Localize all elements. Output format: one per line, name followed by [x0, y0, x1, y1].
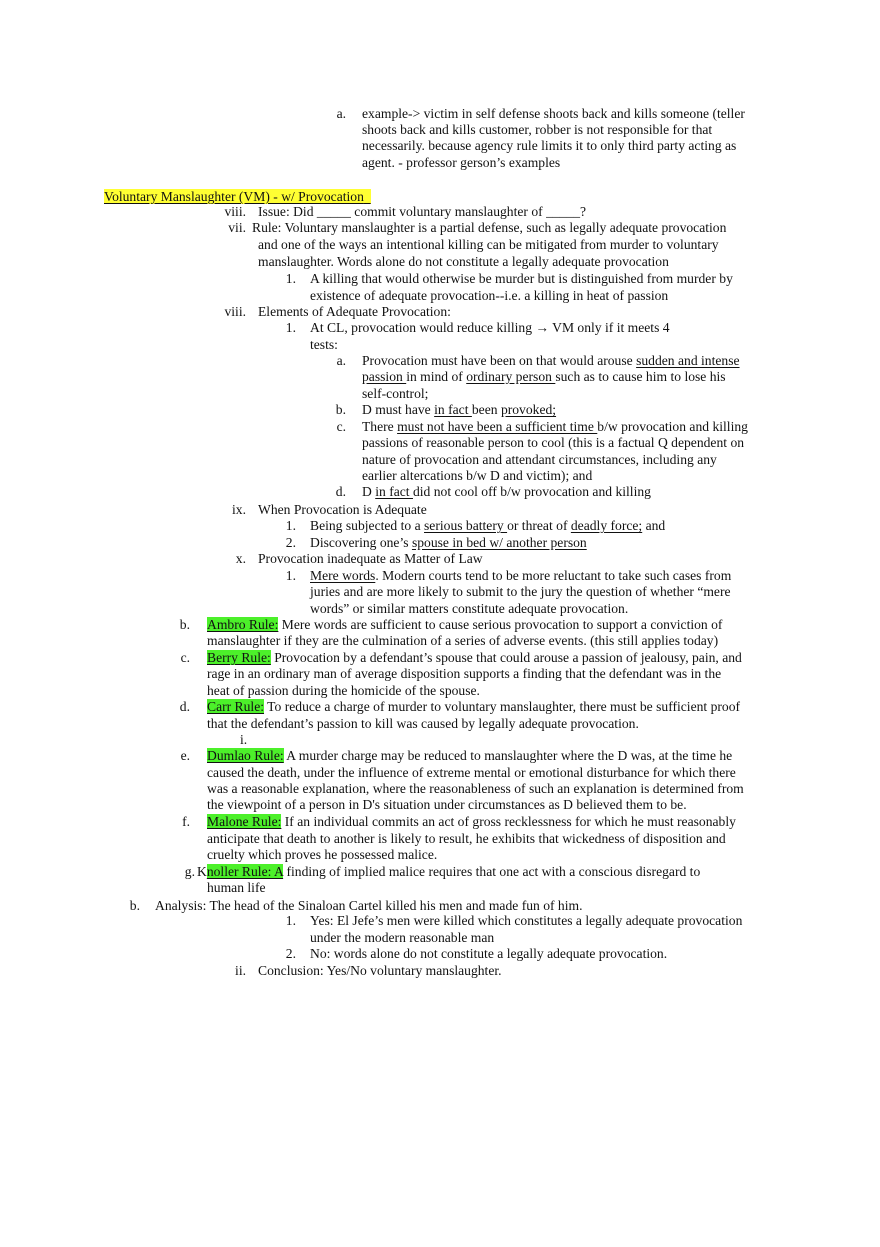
malone-rule-text: cruelty which proves he possessed malice. [207, 847, 438, 862]
example-text: agent. - professor gerson’s examples [362, 155, 561, 170]
analysis-text: Analysis: The head of the Sinaloan Cartel killed his men and made fun of him. [155, 898, 583, 913]
list-marker: vii. [228, 220, 246, 235]
berry-rule-text: Berry Rule: Provocation by a defendant’s spouse that could arouse a passion of jealousy, pain, and [207, 650, 742, 665]
knoller-rule-text: human life [207, 880, 266, 895]
list-marker: 1. [285, 271, 296, 286]
carr-rule-text: that the defendant’s passion to kill was caused by legally adequate provocation. [207, 716, 639, 731]
rule-text: manslaughter. Words alone do not constitute a legally adequate provocation [258, 254, 669, 269]
carr-rule-label: Carr Rule: [207, 699, 265, 714]
rule-text: Rule: Voluntary manslaughter is a partial defense, such as legally adequate provocation [252, 220, 727, 235]
element-d-text: D in fact did not cool off b/w provocation and killing [362, 484, 651, 499]
analysis-sub-text: under the modern reasonable man [310, 930, 495, 945]
dumlao-rule-text: the viewpoint of a person in D's situation under circumstances as D believed them to be. [207, 797, 687, 812]
inadequate-sub-text: Mere words. Modern courts tend to be more reluctant to take such cases from [310, 568, 732, 583]
element-c-text: nature of provocation and attendant circumstances, including any [362, 452, 717, 467]
malone-rule-text: Malone Rule: If an individual commits an act of gross recklessness for which he must reasonably [207, 814, 736, 829]
element-c-text: There must not have been a sufficient time b/w provocation and killing [362, 419, 748, 434]
when-heading: When Provocation is Adequate [258, 502, 427, 517]
list-marker: d. [179, 699, 190, 714]
malone-rule-text: anticipate that death to another is likely to result, he exhibits that wickedness of disposition and [207, 831, 726, 846]
list-marker: d. [335, 484, 346, 499]
element-a-text: passion in mind of ordinary person such as to cause him to lose his [362, 369, 726, 384]
berry-rule-label: Berry Rule: [207, 650, 271, 665]
rule-sub-text: existence of adequate provocation--i.e. a killing in heat of passion [310, 288, 669, 303]
when-sub-text: Discovering one’s spouse in bed w/ another person [310, 535, 587, 550]
elements-heading: Elements of Adequate Provocation: [258, 304, 451, 319]
heading-highlight: Voluntary Manslaughter (VM) - w/ Provocation [104, 189, 364, 204]
list-marker: 1. [285, 320, 296, 335]
when-sub-text: Being subjected to a serious battery or threat of deadly force; and [310, 518, 666, 533]
list-marker: 1. [285, 568, 296, 583]
list-marker: c. [180, 650, 190, 665]
example-text: example-> victim in self defense shoots back and kills someone (teller [362, 106, 745, 121]
element-a-text: Provocation must have been on that would arouse sudden and intense [362, 353, 740, 368]
dumlao-rule-text: Dumlao Rule: A murder charge may be reduced to manslaughter where the D was, at the time he [207, 748, 733, 763]
inadequate-sub-text: words” or similar matters constitute adequate provocation. [310, 601, 629, 616]
ambro-rule-text: Ambro Rule: Mere words are sufficient to cause serious provocation to support a conviction of [207, 617, 723, 632]
list-marker: b. [179, 617, 190, 632]
analysis-sub-text: No: words alone do not constitute a legally adequate provocation. [310, 946, 668, 961]
malone-rule-label: Malone Rule: [207, 814, 282, 829]
carr-rule-text: Carr Rule: To reduce a charge of murder to voluntary manslaughter, there must be sufficient proof [207, 699, 741, 714]
knoller-rule-label: noller Rule: A [206, 864, 284, 879]
list-marker: ix. [232, 502, 246, 517]
example-text: necessarily. because agency rule limits it to only third party acting as [362, 138, 737, 153]
list-marker: x. [235, 551, 246, 566]
berry-rule-text: heat of passion during the homicide of the spouse. [207, 683, 480, 698]
list-marker: viii. [224, 204, 246, 219]
rule-text: and one of the ways an intentional killing can be mitigated from murder to voluntary [258, 237, 719, 252]
element-a-text: self-control; [362, 386, 429, 401]
list-marker: i. [240, 732, 248, 747]
list-marker: g. [184, 864, 195, 879]
list-marker: 1. [285, 518, 296, 533]
issue-text: Issue: Did _____ commit voluntary manslaughter of _____? [258, 204, 587, 219]
list-marker: f. [182, 814, 190, 829]
dumlao-rule-text: caused the death, under the influence of extreme mental or emotional disturbance for which there [207, 765, 736, 780]
list-marker: 2. [285, 535, 296, 550]
berry-rule-text: rage in an ordinary man of average disposition supports a finding that the defendant was in the [207, 666, 722, 681]
section-heading [104, 189, 371, 205]
list-marker: a. [336, 106, 346, 121]
list-marker: b. [335, 402, 346, 417]
list-marker: 2. [285, 946, 296, 961]
list-marker: ii. [235, 963, 246, 978]
ambro-rule-text: manslaughter if they are the culmination of a series of adverse events. (this still applies today) [207, 633, 719, 648]
ambro-rule-label: Ambro Rule: [207, 617, 279, 632]
list-marker: e. [180, 748, 190, 763]
list-marker: c. [336, 419, 346, 434]
dumlao-rule-text: was a reasonable explanation, where the reasonableness of such an explanation is determined from [207, 781, 744, 796]
list-marker: b. [129, 898, 140, 913]
conclusion-text: Conclusion: Yes/No voluntary manslaughter. [258, 963, 502, 978]
element-c-text: passions of reasonable person to cool (this is a factual Q dependent on [362, 435, 745, 450]
list-marker: 1. [285, 913, 296, 928]
list-marker: viii. [224, 304, 246, 319]
element-c-text: earlier altercations b/w D and victim); and [362, 468, 593, 483]
example-text: shoots back and kills customer, robber is not responsible for that [362, 122, 713, 137]
element-b-text: D must have in fact been provoked; [362, 402, 557, 417]
rule-sub-text: A killing that would otherwise be murder but is distinguished from murder by [310, 271, 733, 286]
list-marker: a. [336, 353, 346, 368]
knoller-rule-text: Knoller Rule: A finding of implied malice requires that one act with a conscious disregard to [197, 864, 701, 879]
inadequate-sub-text: juries and are more likely to submit to the jury the question of whether “mere [310, 584, 731, 599]
inadequate-heading: Provocation inadequate as Matter of Law [258, 551, 483, 566]
dumlao-rule-label: Dumlao Rule: [207, 748, 284, 763]
elements-sub-text: At CL, provocation would reduce killing → VM only if it meets 4 [310, 320, 670, 335]
elements-sub-text: tests: [310, 337, 338, 352]
analysis-sub-text: Yes: El Jefe’s men were killed which constitutes a legally adequate provocation [310, 913, 743, 928]
